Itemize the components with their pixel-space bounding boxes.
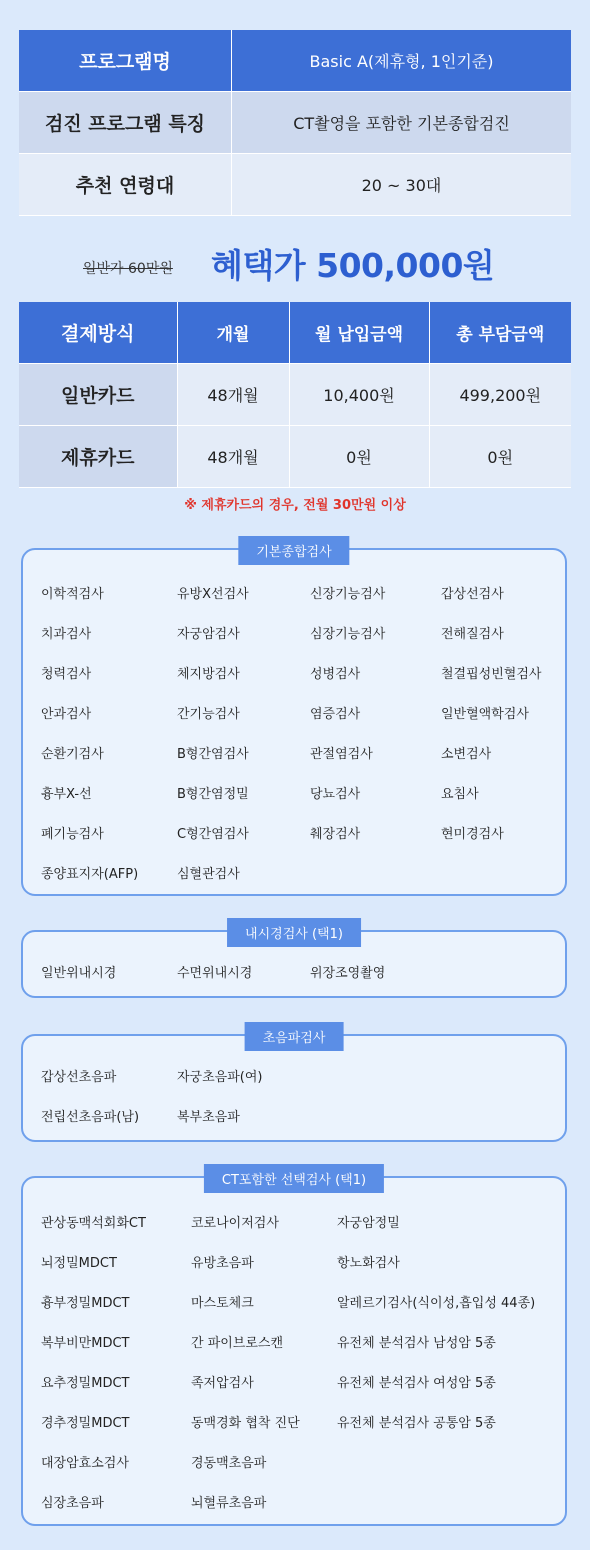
payment-cell: 일반카드 — [19, 364, 177, 426]
info-value: Basic A(제휴형, 1인기준) — [232, 30, 572, 92]
check-item: 전립선초음파(남) — [41, 1110, 140, 1125]
check-item: 복부초음파 — [177, 1110, 240, 1125]
check-item: 전해질검사 — [441, 627, 504, 642]
check-item: 요추정밀MDCT — [41, 1376, 130, 1391]
check-item: 유전체 분석검사 공통암 5종 — [337, 1416, 496, 1431]
check-item: 체지방검사 — [177, 667, 240, 682]
check-item: 경추정밀MDCT — [41, 1416, 130, 1431]
check-item: 종양표지자(AFP) — [41, 867, 139, 882]
check-item: 일반혈액학검사 — [441, 707, 529, 722]
check-item: C형간염검사 — [177, 827, 249, 842]
section-endoscopy — [21, 927, 567, 998]
check-item: B형간염정밀 — [177, 787, 249, 802]
check-item: 염증검사 — [310, 707, 361, 722]
check-item: 유전체 분석검사 남성암 5종 — [337, 1336, 496, 1351]
info-value: 20 ~ 30대 — [232, 154, 572, 216]
partner-card-note: ※ 제휴카드의 경우, 전월 30만원 이상 — [184, 498, 406, 513]
section-basic-checkup — [21, 545, 567, 896]
payment-cell: 10,400원 — [289, 364, 429, 426]
check-item: 뇌정밀MDCT — [41, 1256, 117, 1271]
check-item: 성병검사 — [310, 667, 361, 682]
price-block — [19, 230, 571, 300]
check-item: 복부비만MDCT — [41, 1336, 130, 1351]
payment-header: 총 부담금액 — [429, 302, 571, 364]
payment-cell: 48개월 — [177, 364, 289, 426]
check-item: 요침사 — [441, 787, 479, 802]
check-item: 자궁암검사 — [177, 627, 240, 642]
payment-header-row — [19, 302, 571, 364]
payment-cell: 499,200원 — [429, 364, 571, 426]
info-row-feature — [19, 92, 571, 154]
program-info — [19, 30, 571, 513]
info-key: 추천 연령대 — [19, 154, 232, 216]
check-item: 관절염검사 — [310, 747, 373, 762]
check-item: 이학적검사 — [41, 587, 104, 602]
info-row-program-name — [19, 30, 571, 92]
check-item: 청력검사 — [41, 667, 92, 682]
check-item: 치과검사 — [41, 627, 92, 642]
check-item: 일반위내시경 — [41, 966, 117, 981]
check-item: 현미경검사 — [441, 827, 504, 842]
check-item: 수면위내시경 — [177, 966, 253, 981]
check-item: 철결핍성빈혈검사 — [441, 667, 542, 682]
info-row-age — [19, 154, 571, 216]
check-item: 심장기능검사 — [310, 627, 386, 642]
check-item: 흉부정밀MDCT — [41, 1296, 130, 1311]
check-item: 유방X선검사 — [177, 587, 249, 602]
section-title: CT포함한 선택검사 (택1) — [204, 1164, 384, 1193]
check-item: 당뇨검사 — [310, 787, 361, 802]
payment-header: 개월 — [177, 302, 289, 364]
section-ultrasound — [21, 1031, 567, 1142]
payment-row-partner — [19, 426, 571, 488]
check-item: 알레르기검사(식이성,흡입성 44종) — [337, 1296, 536, 1311]
payment-row-general — [19, 364, 571, 426]
check-item: 자궁암정밀 — [337, 1216, 400, 1231]
check-item: 간 파이브로스캔 — [191, 1336, 284, 1351]
check-item: 심혈관검사 — [177, 867, 240, 882]
check-item: 심장초음파 — [41, 1496, 104, 1511]
check-item: 안과검사 — [41, 707, 92, 722]
section-ct-optional — [21, 1173, 567, 1526]
payment-header: 월 납입금액 — [289, 302, 429, 364]
check-item: B형간염검사 — [177, 747, 249, 762]
payment-table — [19, 302, 571, 488]
payment-cell: 0원 — [429, 426, 571, 488]
check-item: 순환기검사 — [41, 747, 104, 762]
payment-cell: 제휴카드 — [19, 426, 177, 488]
check-item: 췌장검사 — [310, 827, 361, 842]
info-value: CT촬영을 포함한 기본종합검진 — [232, 92, 572, 154]
check-item: 뇌혈류초음파 — [191, 1496, 267, 1511]
section-title: 초음파검사 — [245, 1022, 344, 1051]
check-item: 유전체 분석검사 여성암 5종 — [337, 1376, 496, 1391]
check-item: 유방초음파 — [191, 1256, 254, 1271]
check-item: 위장조영촬영 — [310, 966, 386, 981]
check-item: 신장기능검사 — [310, 587, 386, 602]
original-price: 일반가 60만원 — [83, 261, 173, 277]
payment-header: 결제방식 — [19, 302, 177, 364]
check-item: 코로나이저검사 — [191, 1216, 279, 1231]
check-item: 동맥경화 협착 진단 — [191, 1416, 300, 1431]
check-item: 폐기능검사 — [41, 827, 104, 842]
check-item: 관상동맥석회화CT — [41, 1216, 146, 1231]
check-item: 대장암효소검사 — [41, 1456, 129, 1471]
section-title: 내시경검사 (택1) — [227, 918, 361, 947]
check-item: 족저압검사 — [191, 1376, 254, 1391]
check-item: 간기능검사 — [177, 707, 240, 722]
payment-cell: 0원 — [289, 426, 429, 488]
info-key: 검진 프로그램 특징 — [19, 92, 232, 154]
sale-price: 혜택가 500,000원 — [211, 246, 495, 285]
program-info-table — [19, 30, 571, 216]
check-item: 마스토체크 — [191, 1296, 254, 1311]
check-item: 갑상선검사 — [441, 587, 504, 602]
info-key: 프로그램명 — [19, 30, 232, 92]
payment-cell: 48개월 — [177, 426, 289, 488]
check-item: 자궁초음파(여) — [177, 1070, 263, 1085]
check-item: 흉부X-선 — [41, 787, 92, 802]
check-item: 항노화검사 — [337, 1256, 400, 1271]
check-item: 경동맥초음파 — [191, 1456, 267, 1471]
check-item: 소변검사 — [441, 747, 492, 762]
check-item: 갑상선초음파 — [41, 1070, 117, 1085]
section-title: 기본종합검사 — [238, 536, 349, 565]
